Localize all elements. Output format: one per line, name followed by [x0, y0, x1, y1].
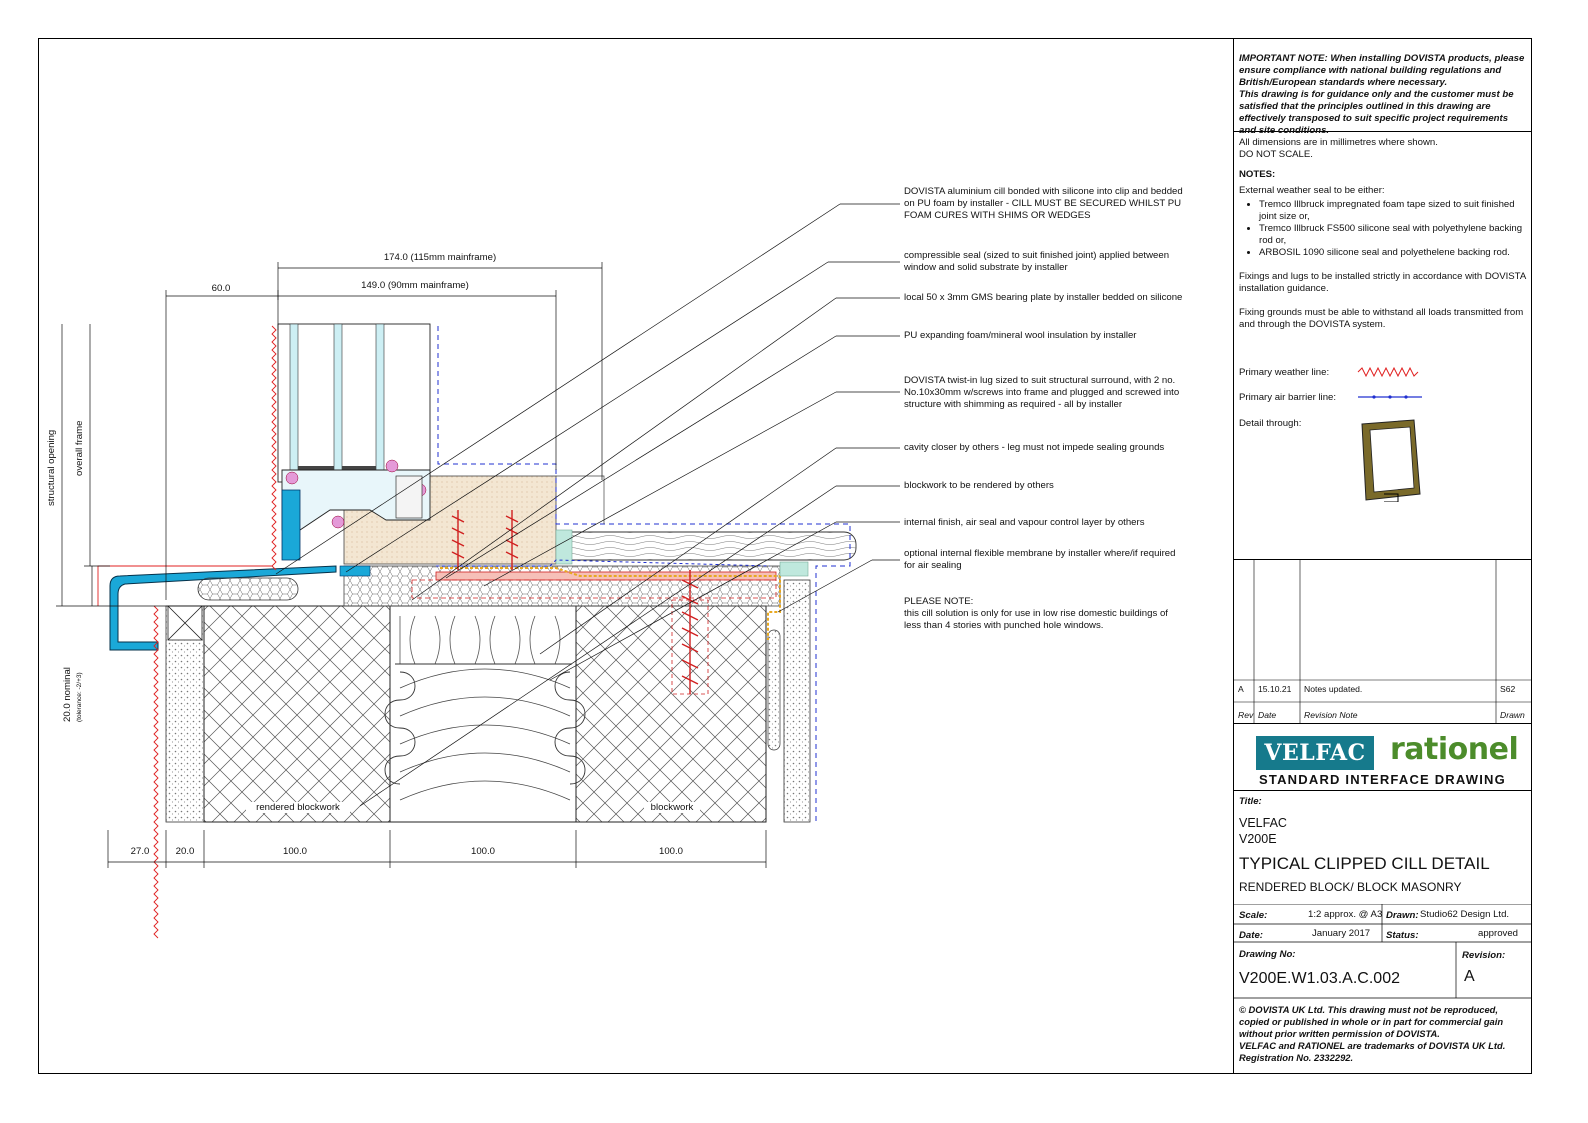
rev-date: 15.10.21	[1258, 684, 1292, 694]
title-sub: RENDERED BLOCK/ BLOCK MASONRY	[1239, 880, 1462, 894]
overall-frame-label: overall frame	[74, 420, 85, 476]
internal-plaster	[784, 580, 810, 822]
date-label: Date:	[1239, 930, 1263, 941]
window-thumbnail-icon	[1354, 416, 1426, 502]
status-value: approved	[1478, 928, 1519, 939]
important-body: When installing DOVISTA products, please ensure compliance with national building regulations and British/European standards where necessary. This drawing is for guidance only and the customer must be satisfied that the principles outlined in this drawing are effectively transposed to suit specific project requirements and site conditions.	[1239, 53, 1525, 136]
dim-174: 174.0 (115mm mainframe)	[383, 252, 497, 263]
dim-100-a: 100.0	[282, 846, 307, 857]
annotation-compressible-seal: compressible seal (sized to suit finished joint) applied between window and solid substrate by installer	[904, 250, 1170, 273]
rev-head-note: Revision Note	[1304, 710, 1358, 720]
dim-149: 149.0 (90mm mainframe)	[361, 280, 469, 291]
legend-weather-line	[1356, 367, 1426, 377]
annotation-bearing-plate: local 50 x 3mm GMS bearing plate by installer bedded on silicone	[904, 292, 1183, 303]
annotation-internal-finish: internal finish, air seal and vapour control layer by others	[904, 517, 1145, 528]
revision-table	[1234, 560, 1531, 724]
rev-head-drawn: Drawn	[1500, 710, 1525, 720]
cavity-insulation	[390, 606, 576, 822]
fixings-note: Fixings and lugs to be installed strictly in accordance with DOVISTA installation guidance.	[1239, 271, 1526, 294]
title-line1: VELFAC	[1239, 816, 1287, 830]
status-label: Status:	[1386, 930, 1419, 941]
rev-note: Notes updated.	[1304, 684, 1363, 694]
annotation-aluminium-cill: DOVISTA aluminium cill bonded with silicone into clip and bedded on PU foam by installer - CILL MUST BE SECURED WHILST PU FOAM CURES WITH SHIMS OR WEDGES	[904, 186, 1183, 221]
drawn-value: Studio62 Design Ltd.	[1420, 909, 1510, 920]
legend-air-line	[1356, 392, 1426, 402]
title-block	[1233, 38, 1532, 1074]
revision-label: Revision:	[1462, 950, 1506, 961]
notes-head: NOTES:	[1239, 169, 1276, 180]
structural-opening-label: structural opening	[46, 429, 57, 506]
annotation-cavity-closer: cavity closer by others - leg must not impede sealing grounds	[904, 442, 1165, 453]
drawn-label: Drawn:	[1386, 910, 1419, 921]
rendered-blockwork-label: rendered blockwork	[246, 802, 350, 813]
grounds-note: Fixing grounds must be able to withstand all loads transmitted from and through the DOVISTA system.	[1239, 307, 1524, 330]
dim-100-c: 100.0	[658, 846, 683, 857]
rendered-blockwork	[204, 606, 390, 822]
annotation-pu-foam: PU expanding foam/mineral wool insulation by installer	[904, 330, 1137, 341]
seal-intro: External weather seal to be either:	[1239, 185, 1385, 196]
date-value: January 2017	[1312, 928, 1371, 939]
important-head: IMPORTANT NOTE:	[1239, 53, 1328, 64]
dim-100-b: 100.0	[470, 846, 495, 857]
seal-option: • Tremco Illbruck FS500 silicone seal with polyethylene backing rod or,	[1259, 223, 1526, 247]
annotation-blockwork-render: blockwork to be rendered by others	[904, 480, 1054, 491]
scale-label: Scale:	[1239, 910, 1268, 921]
rev-head-date: Date	[1258, 710, 1277, 720]
inner-blockwork	[576, 606, 766, 822]
annotation-twist-in-lug: DOVISTA twist-in lug sized to suit structural surround, with 2 no. No.10x30mm w/screws into frame and plugged and screwed into structure with shimming as required - all by installer	[904, 375, 1180, 410]
annotation-membrane: optional internal flexible membrane by installer where/if required for air sealing	[904, 548, 1176, 571]
title-line2: V200E	[1239, 832, 1277, 846]
legend-weather-label: Primary weather line:	[1239, 367, 1330, 378]
rev-drawn: S62	[1500, 684, 1516, 694]
dim-20: 20.0	[175, 846, 195, 857]
seal-options	[1239, 199, 1526, 259]
copyright-note: © DOVISTA UK Ltd. This drawing must not be reproduced, copied or published in whole or in part for commercial gain without prior written permission of DOVISTA. VELFAC and RATIONEL are trademarks of DOVISTA UK Ltd. Registration No. 2332292.	[1239, 1004, 1506, 1063]
tolerance-label: (tolerance: -2/+3)	[76, 672, 83, 722]
seal-option: • Tremco Illbruck impregnated foam tape sized to suit finished joint size or,	[1259, 199, 1526, 223]
detail-through-label: Detail through:	[1239, 418, 1302, 429]
important-note	[1234, 38, 1531, 136]
dims-note: All dimensions are in millimetres where shown. DO NOT SCALE.	[1239, 137, 1438, 160]
dim-60: 60.0	[211, 283, 231, 294]
window-frame	[278, 324, 430, 482]
velfac-logo: VELFAC	[1256, 736, 1374, 770]
dim-27: 27.0	[130, 846, 150, 857]
scale-value: 1:2 approx. @ A3	[1308, 909, 1383, 920]
revision-value: A	[1464, 968, 1475, 985]
rationel-logo: rationel	[1390, 732, 1519, 767]
drawing-no-label: Drawing No:	[1239, 949, 1296, 960]
rev-value: A	[1238, 684, 1244, 694]
title-label: Title:	[1239, 796, 1262, 807]
legend-air-label: Primary air barrier line:	[1239, 392, 1337, 403]
blockwork-label: blockwork	[644, 802, 700, 813]
nominal-label: 20.0 nominal	[62, 667, 73, 722]
title-main: TYPICAL CLIPPED CILL DETAIL	[1239, 854, 1490, 873]
drawing-no-value: V200E.W1.03.A.C.002	[1239, 970, 1400, 987]
seal-option: • ARBOSIL 1090 silicone seal and polyethelene backing rod.	[1259, 247, 1526, 259]
annotation-please-note: PLEASE NOTE: this cill solution is only for use in low rise domestic buildings of less than 4 stories with punched hole windows.	[904, 596, 1168, 631]
compressible-seal	[198, 578, 298, 600]
standard-interface-label: STANDARD INTERFACE DRAWING	[1259, 772, 1506, 787]
rev-head-rev: Rev	[1238, 710, 1254, 720]
